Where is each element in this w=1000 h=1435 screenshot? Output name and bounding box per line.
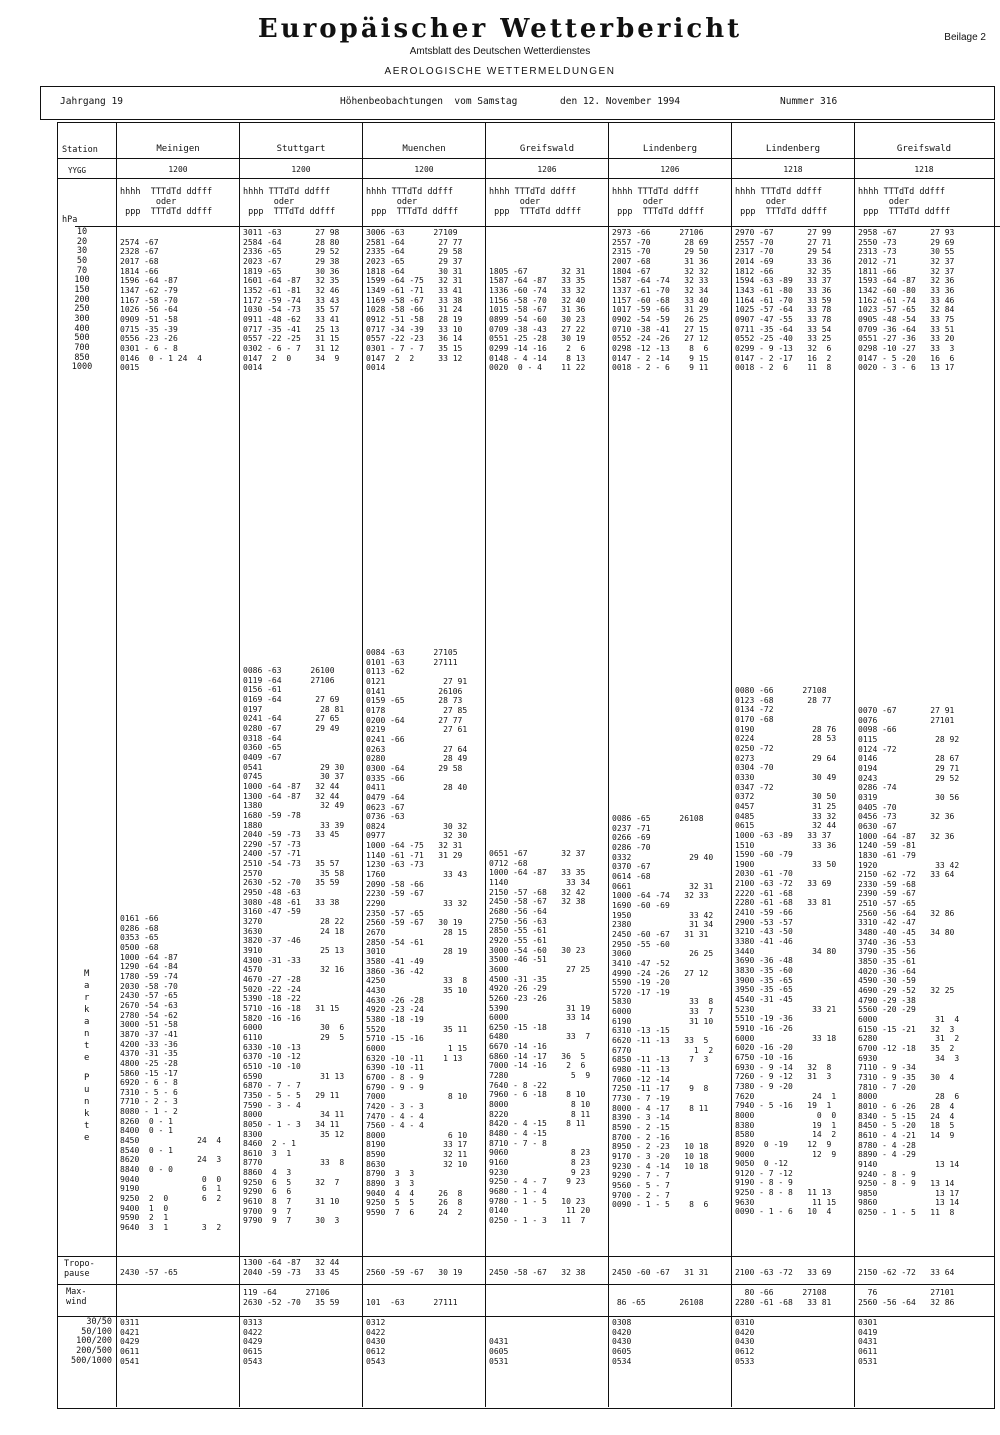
standard-levels: 3006 -63 27109 2581 -64 27 77 2335 -64 29 58 2023 -65 29 37 1818 -64 30 31 1599 -64 -75 32 31 1349 -61 -71 33 41 1169 -58 -67 33 38 1028 -58 -66 31 24 0912 -51 -58 28 19 0717 -34 -39 33 10 0557 -22 -23 36 14 0301 - 7 - 7 35 15 0147 2 2 33 12 0014 — [366, 228, 463, 373]
tropopause-label: Tropo- pause — [64, 1259, 95, 1279]
max-wind: 80 -66 27108 2280 -61 -68 33 81 — [735, 1288, 832, 1307]
divider — [57, 1256, 994, 1257]
shear-levels: 30/50 50/100 100/200 200/500 500/1000 — [71, 1317, 112, 1366]
divider — [731, 122, 732, 1407]
station-name: Muenchen — [402, 144, 446, 154]
station-time: 1200 — [168, 165, 188, 174]
jahrgang: Jahrgang 19 — [60, 96, 123, 107]
observation-label: Höhenbeobachtungen vom Samstag — [340, 96, 518, 107]
max-wind: 101 -63 27111 — [366, 1297, 458, 1307]
station-name: Greifswald — [519, 144, 575, 154]
column-header: hhhh TTTdTd ddfff oder ppp TTTdTd ddfff — [489, 187, 582, 217]
wind-shear: 0313 0422 0429 0615 0543 — [243, 1318, 263, 1366]
station-name: Greifswald — [896, 144, 952, 154]
station-time: 1200 — [414, 165, 434, 174]
issue-number: Nummer 316 — [780, 96, 838, 107]
significant-levels: 0080 -66 27108 0123 -68 28 77 0134 -72 0170 -68 0190 28 76 0224 28 53 0250 -72 0273 29 64 0304 -70 0330 30 49 0347 -72 0372 30 50 0457 31 25 0485 33 32 0615 32 44 1000 -63 -89 33 37 1510 33 36 1590 -60 -79 1900 33 50 2030 -61 -70 2100 -63 -72 33 69 2220 -61 -68 2280 -61 -68 33 81 2410 -59 -66 2900 -53 -57 3210 -43 -50 3380 -41 -46 3440 34 80 3690 -36 -48 3830 -35 -60 3900 -35 -65 3950 -35 -65 4540 -31 -45 5230 33 21 5510 -19 -36 5910 -16 -26 6000 33 18 6020 -16 -20 6750 -10 -16 6930 - 9 -14 32 8 7260 - 9 -12 31 3 7380 - 9 -20 7620 24 1 7940 - 5 -16 19 1 8000 0 0 8380 19 1 8580 14 2 8920 0 -19 12 9 9000 12 9 9050 0 -12 9120 - 7 -12 9190 - 8 - 9 9250 - 8 - 8 11 13 9630 11 15 0090 - 1 - 6 10 4 — [735, 686, 837, 1217]
max-wind: 119 -64 27106 2630 -52 -70 35 59 — [243, 1288, 340, 1307]
column-header: hhhh TTTdTd ddfff oder ppp TTTdTd ddfff — [243, 187, 336, 217]
standard-levels: 2958 -67 27 93 2550 -73 29 69 2313 -73 30 55 2012 -71 32 37 1811 -66 32 37 1593 -64 -87 32 36 1342 -60 -80 33 36 1162 -61 -74 33 46 1023 -57 -65 32 84 0905 -48 -54 33 75 0709 -36 -64 33 51 0551 -27 -36 33 20 0298 -10 -27 33 3 0147 - 5 -20 16 6 0020 - 3 - 6 13 17 — [858, 228, 955, 373]
standard-levels: 2574 -67 2328 -67 2017 -68 1814 -66 1596 -64 -87 1347 -62 -79 1167 -58 -70 1026 -56 -64 0909 -51 -58 0715 -35 -39 0556 -23 -26 0301 - 6 - 8 0146 0 - 1 24 4 0015 — [120, 237, 202, 373]
divider — [854, 122, 855, 1407]
significant-levels: 0086 -63 26100 0119 -64 27106 0156 -61 0169 -64 27 69 0197 28 81 0241 -64 27 65 0280 -67 29 49 0318 -64 0360 -65 0409 -67 0541 29 30 0745 30 37 1000 -64 -87 32 44 1300 -64 -87 32 44 1380 32 49 1680 -59 -78 1880 33 39 2040 -59 -73 33 45 2290 -57 -73 2400 -57 -71 2510 -54 -73 35 57 2570 35 58 2630 -52 -70 35 59 2950 -48 -63 3080 -48 -61 33 38 3160 -47 -59 3270 28 22 3630 24 18 3820 -37 -46 3910 25 13 4300 -31 -33 4570 32 16 4670 -27 -28 5020 -22 -24 5390 -18 -22 5710 -16 -18 31 15 5820 -16 -16 6000 30 6 6110 29 5 6330 -10 -13 6370 -10 -12 6510 -10 -10 6590 31 13 6870 - 7 - 7 7350 - 5 - 5 29 11 7590 - 3 - 4 8000 34 11 8050 - 1 - 3 34 11 8300 35 12 8460 2 - 1 8610 3 1 8770 33 8 8860 4 3 9250 6 5 32 7 9290 6 6 9610 8 7 31 10 9700 9 7 9790 9 7 30 3 — [243, 666, 345, 1226]
significant-levels: 0651 -67 32 37 0712 -68 1000 -64 -87 33 35 1140 33 34 2150 -57 -68 32 42 2450 -58 -67 32 38 2680 -56 -64 2750 -56 -63 2850 -55 -61 2920 -55 -61 3000 -54 -60 30 23 3500 -46 -51 3600 27 25 4500 -31 -35 4920 -26 -29 5260 -23 -26 5390 31 19 6000 33 14 6250 -15 -18 6480 33 7 6670 -14 -16 6860 -14 -17 36 5 7000 -14 -16 2 6 7280 5 9 7640 - 8 -22 7960 - 6 -18 8 10 8000 8 10 8220 8 11 8420 - 4 -15 8 11 8480 - 4 -15 8710 - 7 - 8 9060 8 23 9160 8 23 9230 9 23 9250 - 4 - 7 9 23 9680 - 1 - 4 9780 - 1 - 5 10 23 0140 11 20 0250 - 1 - 3 11 7 — [489, 849, 591, 1225]
divider — [608, 122, 609, 1407]
tropopause: 2100 -63 -72 33 69 — [735, 1267, 832, 1277]
significant-levels: 0084 -63 27105 0101 -63 27111 0113 -62 0121 27 91 0141 26106 0159 -65 28 73 0178 27 85 0200 -64 27 77 0219 27 61 0241 -66 0263 27 64 0280 28 49 0300 -64 29 58 0335 -66 0411 28 40 0479 -64 0623 -67 0736 -63 0824 30 32 0977 32 30 1000 -64 -75 32 31 1140 -61 -71 31 29 1230 -63 -73 1760 33 43 2090 -58 -66 2230 -59 -67 2290 33 32 2350 -57 -65 2560 -59 -67 30 19 2670 28 15 2850 -54 -61 3010 28 19 3580 -41 -49 3860 -36 -42 4250 33 8 4430 35 10 4630 -26 -28 4920 -23 -24 5380 -18 -19 5520 35 11 5710 -15 -16 6000 1 15 6320 -10 -11 1 13 6390 -10 -11 6700 - 8 - 9 6790 - 9 - 9 7000 8 10 7420 - 3 - 3 7470 - 4 - 4 7560 - 4 - 4 8000 6 10 8190 33 17 8590 32 11 8630 32 10 8790 3 3 8890 3 3 9040 4 4 26 8 9250 5 5 26 8 9590 7 6 24 2 — [366, 648, 468, 1218]
significant-levels: 0086 -65 26108 0237 -71 0266 -69 0286 -70 0332 29 40 0370 -67 0614 -68 0661 32 31 1000 -64 -74 32 33 1690 -60 -69 1950 33 42 2380 31 34 2450 -60 -67 31 31 2950 -55 -60 3060 26 25 3410 -47 -52 4990 -24 -26 27 12 5590 -19 -20 5720 -17 -19 5830 33 8 6000 33 7 6190 31 10 6310 -13 -15 6620 -11 -13 33 5 6770 1 2 6850 -11 -13 7 3 6980 -11 -13 7060 -12 -14 7250 -11 -17 9 8 7730 - 7 -19 8000 - 4 -17 8 11 8390 - 3 -14 8590 - 2 -15 8700 - 2 -16 8950 - 2 -23 10 18 9170 - 3 -20 10 18 9230 - 4 -14 10 18 9290 - 7 - 7 9560 - 5 - 7 9700 - 2 - 7 0090 - 1 - 5 8 6 — [612, 814, 714, 1210]
tropopause: 2560 -59 -67 30 19 — [366, 1267, 463, 1277]
max-wind: 86 -65 26108 — [616, 1297, 704, 1307]
tropopause: 2150 -62 -72 33 64 — [858, 1267, 955, 1277]
subtitle: Amtsblatt des Deutschen Wetterdienstes — [409, 46, 591, 57]
station-time: 1200 — [291, 165, 311, 174]
station-time: 1218 — [783, 165, 803, 174]
divider — [57, 1284, 994, 1285]
standard-levels: 3011 -63 27 98 2584 -64 28 80 2336 -65 29 52 2023 -67 29 38 1819 -65 30 36 1601 -64 -87 32 35 1352 -61 -81 32 46 1172 -59 -74 33 43 1030 -54 -73 35 57 0911 -48 -62 33 41 0717 -35 -41 25 13 0557 -22 -25 31 15 0302 - 6 - 7 31 12 0147 2 0 34 9 0014 — [243, 228, 340, 373]
column-header: hhhh TTTdTd ddfff oder ppp TTTdTd ddfff — [612, 187, 705, 217]
station-name: Lindenberg — [765, 144, 821, 154]
station-name: Meinigen — [156, 144, 200, 154]
pressure-levels: 10 20 30 50 70 100 150 200 250 300 400 500 700 850 1000 — [71, 227, 93, 373]
tropopause: 2450 -60 -67 31 31 — [612, 1267, 709, 1277]
divider — [362, 122, 363, 1407]
station-time: 1206 — [537, 165, 557, 174]
yygg-label: YYGG — [68, 166, 87, 175]
divider — [57, 158, 994, 159]
column-header: hhhh TTTdTd ddfff oder ppp TTTdTd ddfff — [735, 187, 828, 217]
column-header: hhhh TTTdTd ddfff oder ppp TTTdTd ddfff — [366, 187, 459, 217]
wind-shear: 0308 0420 0430 0605 0534 — [612, 1318, 632, 1366]
station-label: Station — [62, 145, 98, 155]
maxwind-label: Max- wind — [66, 1287, 87, 1307]
tropopause: 2430 -57 -65 — [120, 1267, 178, 1277]
section-title: AEROLOGISCHE WETTERMELDUNGEN — [384, 66, 616, 77]
significant-levels: 0070 -67 27 91 0076 27101 0098 -66 0115 28 92 0124 -72 0146 28 67 0194 29 71 0243 29 52 0286 -74 0319 30 56 0405 -70 0456 -73 32 36 0630 -67 1000 -64 -87 32 36 1240 -59 -81 1830 -61 -79 1920 33 42 2150 -62 -72 33 64 2330 -59 -68 2390 -59 -67 2510 -57 -65 2560 -56 -64 32 86 3310 -42 -47 3480 -40 -45 34 80 3740 -36 -53 3790 -35 -56 3850 -35 -61 4020 -36 -64 4590 -30 -59 4690 -29 -52 32 25 4790 -29 -38 5560 -20 -29 6000 31 4 6150 -15 -21 32 3 6280 31 2 6700 -12 -18 35 2 6930 34 3 7110 - 9 -34 7310 - 9 -35 30 4 7810 - 7 -20 8000 28 6 8010 - 6 -26 28 4 8340 - 5 -15 24 4 8450 - 5 -20 18 5 8610 - 4 -21 14 9 8780 - 4 -28 8890 - 4 -29 9140 13 14 9240 - 8 - 9 9250 - 8 - 9 13 14 9850 13 17 9860 13 14 0250 - 1 - 5 11 8 — [858, 706, 960, 1218]
divider — [239, 122, 240, 1407]
wind-shear: 0311 0421 0429 0611 0541 — [120, 1318, 140, 1366]
max-wind: 76 27101 2560 -56 -64 32 86 — [858, 1288, 955, 1307]
wind-shear: 0301 0419 0431 0611 0531 — [858, 1318, 878, 1366]
supplement-label: Beilage 2 — [944, 32, 986, 43]
divider — [116, 122, 117, 1407]
wind-shear: 0312 0422 0430 0612 0543 — [366, 1318, 386, 1366]
divider — [75, 226, 1000, 227]
wind-shear: 0310 0420 0430 0612 0533 — [735, 1318, 755, 1366]
column-header: hhhh TTTdTd ddfff oder ppp TTTdTd ddfff — [858, 187, 951, 217]
page-title: Europäischer Wetterbericht — [257, 14, 743, 44]
significant-levels: 0161 -66 0286 -68 0353 -65 0500 -68 1000 -64 -87 1290 -64 -84 1780 -59 -74 2030 -58 -70 2430 -57 -65 2670 -54 -63 2780 -54 -62 3000 -51 -58 3870 -37 -41 4200 -33 -36 4370 -31 -35 4800 -25 -28 5860 -15 -17 6920 - 6 - 8 7310 - 5 - 6 7710 - 2 - 3 8080 - 1 - 2 8260 0 - 1 8400 0 - 1 8450 24 4 8540 0 - 1 8620 24 3 8840 0 - 0 9040 0 0 9190 6 1 9250 2 0 6 2 9400 1 0 9590 2 1 9640 3 1 3 2 — [120, 914, 222, 1232]
tropopause: 1300 -64 -87 32 44 2040 -59 -73 33 45 — [243, 1258, 340, 1277]
markante-label: M a r k a n t e — [84, 969, 90, 1063]
station-time: 1218 — [914, 165, 934, 174]
info-box — [40, 86, 995, 120]
divider — [485, 122, 486, 1407]
wind-shear: 0431 0605 0531 — [489, 1337, 509, 1366]
standard-levels: 1805 -67 32 31 1587 -64 -87 33 35 1336 -60 -74 33 32 1156 -58 -70 32 40 1015 -58 -67 31 36 0899 -54 -60 30 23 0709 -38 -43 27 22 0551 -25 -28 30 19 0299 -14 -16 2 6 0148 - 4 -14 8 13 0020 0 - 4 11 22 — [489, 266, 586, 373]
date-label: den 12. November 1994 — [560, 96, 681, 107]
station-name: Lindenberg — [642, 144, 698, 154]
punkte-label: P u n k t e — [84, 1073, 90, 1143]
station-time: 1206 — [660, 165, 680, 174]
tropopause: 2450 -58 -67 32 38 — [489, 1267, 586, 1277]
hpa-label: hPa — [62, 215, 78, 225]
standard-levels: 2973 -66 27106 2557 -70 28 69 2315 -70 29 50 2007 -68 31 36 1804 -67 32 32 1587 -64 -74 32 33 1337 -61 -70 32 34 1157 -60 -68 33 40 1017 -59 -66 31 29 0902 -54 -59 26 25 0710 -38 -41 27 15 0552 -24 -26 27 12 0298 -12 -13 8 6 0147 - 2 -14 9 15 0018 - 2 - 6 9 11 — [612, 228, 709, 373]
station-name: Stuttgart — [276, 144, 326, 154]
column-header: hhhh TTTdTd ddfff oder ppp TTTdTd ddfff — [120, 187, 213, 217]
standard-levels: 2970 -67 27 99 2557 -70 27 71 2317 -70 29 54 2014 -69 33 36 1812 -66 32 35 1594 -63 -89 33 37 1343 -61 -80 33 36 1164 -61 -70 33 59 1025 -57 -64 33 78 0907 -47 -55 33 78 0711 -35 -64 33 54 0552 -25 -40 33 25 0299 - 9 -13 32 6 0147 - 2 -17 16 2 0018 - 2 6 11 8 — [735, 228, 832, 373]
divider — [57, 1316, 994, 1317]
divider — [57, 178, 994, 179]
